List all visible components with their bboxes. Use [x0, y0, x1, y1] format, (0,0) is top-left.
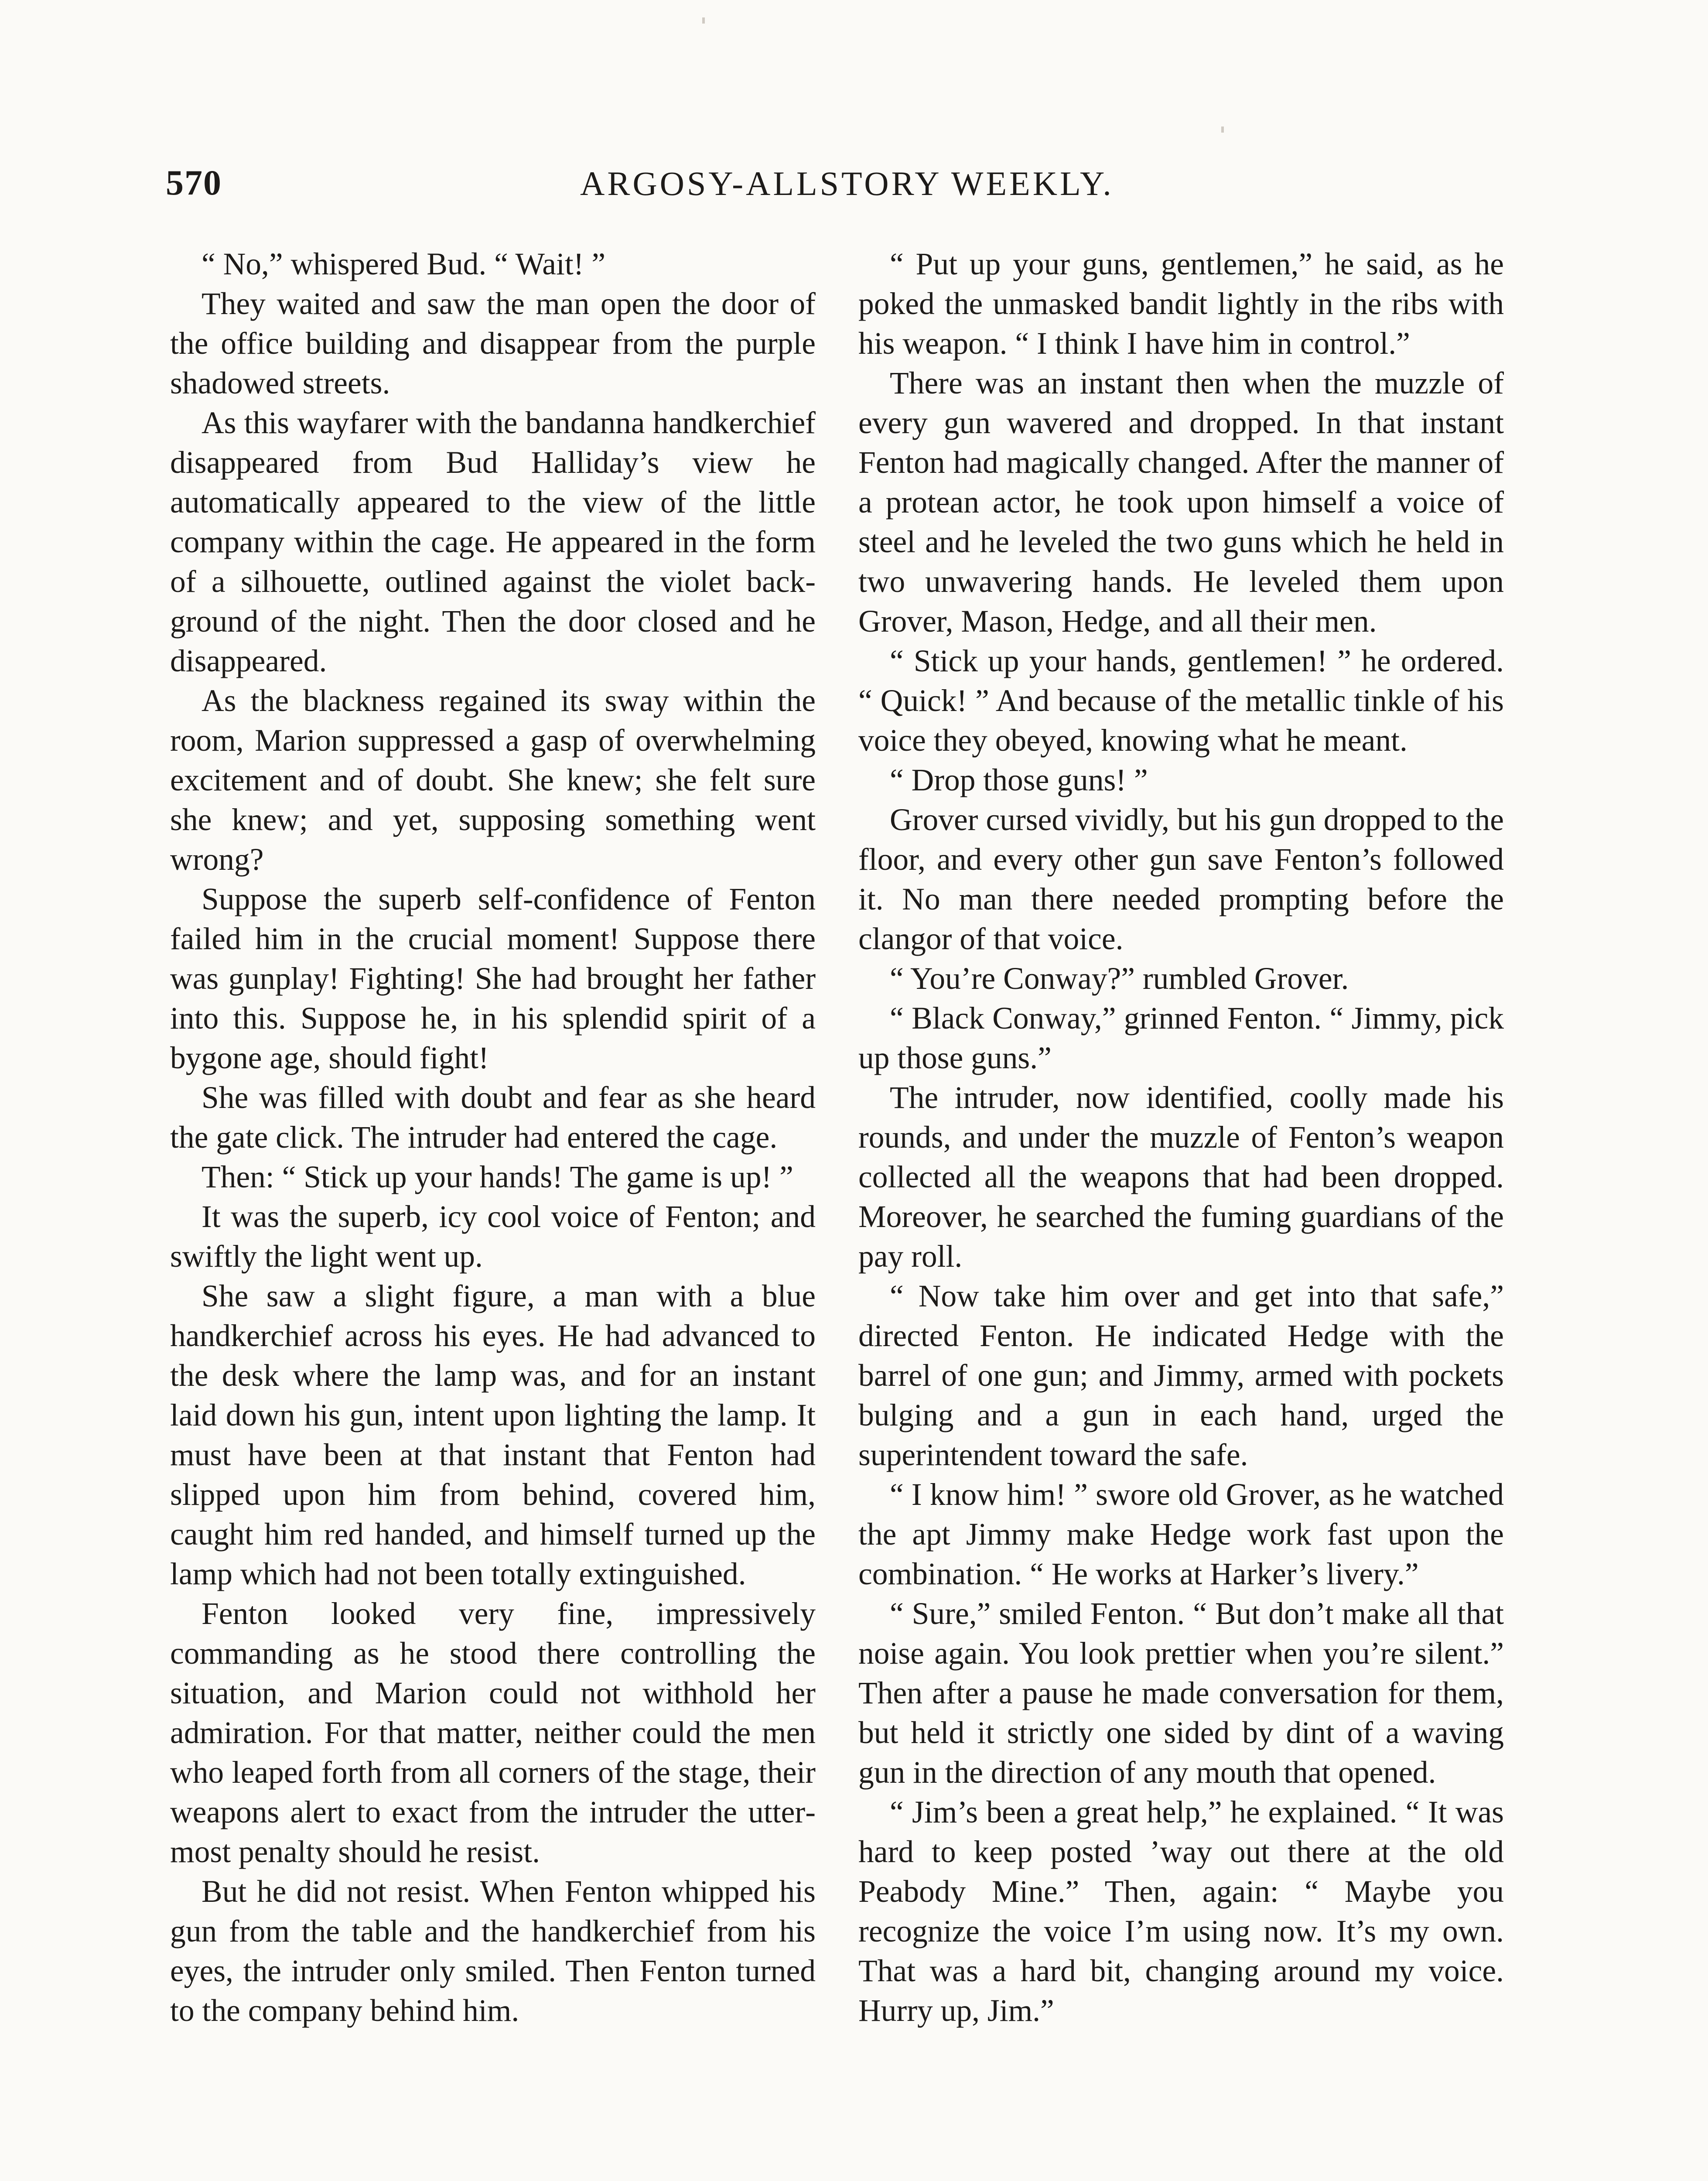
- paragraph: She was filled with doubt and fear as she heard the gate click. The intruder had entered the cage.: [170, 1080, 816, 1155]
- paragraph: Suppose the superb self-confidence of Fenton failed him in the crucial moment! Suppose there was gunplay! Fighting! She had brought her father into this. Suppose he, in his splendid spirit of a bygone age, should fight!: [170, 882, 816, 1075]
- paragraph: Grover cursed vividly, but his gun dropped to the floor, and every other gun save Fenton’s followed it. No man there needed prompting before the clangor of that voice.: [858, 803, 1504, 956]
- print-speck: [1221, 126, 1224, 133]
- left-column: [170, 244, 816, 2031]
- paragraph: “ Sure,” smiled Fenton. “ But don’t make all that noise again. You look prettier when you’re silent.” Then after a pause he made conversation for them, but held it strictly one sided by dint of a waving gun in the direction of any mouth that opened.: [858, 1596, 1504, 1790]
- paragraph: Fenton looked very fine, impressively commanding as he stood there controlling the situation, and Marion could not withhold her admiration. For that matter, neither could the men who leaped forth from all corners of the stage, their weapons alert to exact from the intruder the uttermost penalty should he resist.: [170, 1596, 816, 1869]
- paragraph: “ No,” whispered Bud. “ Wait! ”: [202, 247, 606, 281]
- right-column: [858, 244, 1504, 2031]
- paragraph: “ I know him! ” swore old Grover, as he watched the apt Jimmy make Hedge work fast upon the combination. “ He works at Harker’s livery.”: [858, 1477, 1504, 1591]
- print-speck: [702, 17, 705, 24]
- paragraph: “ Stick up your hands, gentlemen! ” he ordered. “ Quick! ” And because of the metallic tinkle of his voice they obeyed, knowing what he meant.: [858, 644, 1504, 758]
- paragraph: It was the superb, icy cool voice of Fenton; and swiftly the light went up.: [170, 1200, 816, 1274]
- paragraph: As the blackness regained its sway within the room, Marion suppressed a gasp of overwhelming excitement and of doubt. She knew; she felt sure she knew; and yet, supposing something went wrong?: [170, 684, 816, 877]
- paragraph: Then: “ Stick up your hands! The game is up! ”: [202, 1160, 793, 1194]
- paragraph: “ Drop those guns! ”: [890, 763, 1148, 797]
- paragraph: “ Put up your guns, gentlemen,” he said, as he poked the unmasked bandit lightly in the ribs with his weapon. “ I think I have him in control.”: [858, 247, 1504, 361]
- page-number: 570: [166, 163, 222, 202]
- running-head: ARGOSY-ALLSTORY WEEKLY.: [580, 164, 1114, 202]
- paragraph: The intruder, now identified, coolly made his rounds, and under the muzzle of Fenton’s weapon collected all the weapons that had been dropped. Moreover, he searched the fuming guardians of the pay roll.: [858, 1080, 1504, 1274]
- paragraph: As this wayfarer with the bandanna handkerchief disappeared from Bud Halliday’s view he automatically appeared to the view of the little company within the cage. He appeared in the form of a silhouette, outlined against the violet background of the night. Then the door closed and he disappeared.: [170, 406, 816, 678]
- paragraph: “ You’re Conway?” rumbled Grover.: [890, 961, 1349, 996]
- paragraph: There was an instant then when the muzzle of every gun wavered and dropped. In that instant Fenton had magically changed. After the manner of a protean actor, he took upon himself a voice of steel and he leveled the two guns which he held in two unwavering hands. He leveled them upon Grover, Mason, Hedge, and all their men.: [858, 366, 1504, 639]
- paragraph: But he did not resist. When Fenton whipped his gun from the table and the handkerchief from his eyes, the intruder only smiled. Then Fenton turned to the company behind him.: [170, 1874, 816, 2028]
- paragraph: They waited and saw the man open the door of the office building and disappear from the purple shadowed streets.: [170, 287, 816, 400]
- paragraph: She saw a slight figure, a man with a blue handkerchief across his eyes. He had advanced to the desk where the lamp was, and for an instant laid down his gun, intent upon lighting the lamp. It must have been at that instant that Fenton had slipped upon him from behind, covered him, caught him red handed, and himself turned up the lamp which had not been totally extinguished.: [170, 1279, 816, 1591]
- paragraph: “ Black Conway,” grinned Fenton. “ Jimmy, pick up those guns.”: [858, 1001, 1504, 1075]
- paragraph: “ Jim’s been a great help,” he explained. “ It was hard to keep posted ’way out there at the old Peabody Mine.” Then, again: “ Maybe you recognize the voice I’m using now. It’s my own. That was a hard bit, changing around my voice. Hurry up, Jim.”: [858, 1795, 1504, 2028]
- paragraph: “ Now take him over and get into that safe,” directed Fenton. He indicated Hedge with the barrel of one gun; and Jimmy, armed with pockets bulging and a gun in each hand, urged the superintendent toward the safe.: [858, 1279, 1504, 1472]
